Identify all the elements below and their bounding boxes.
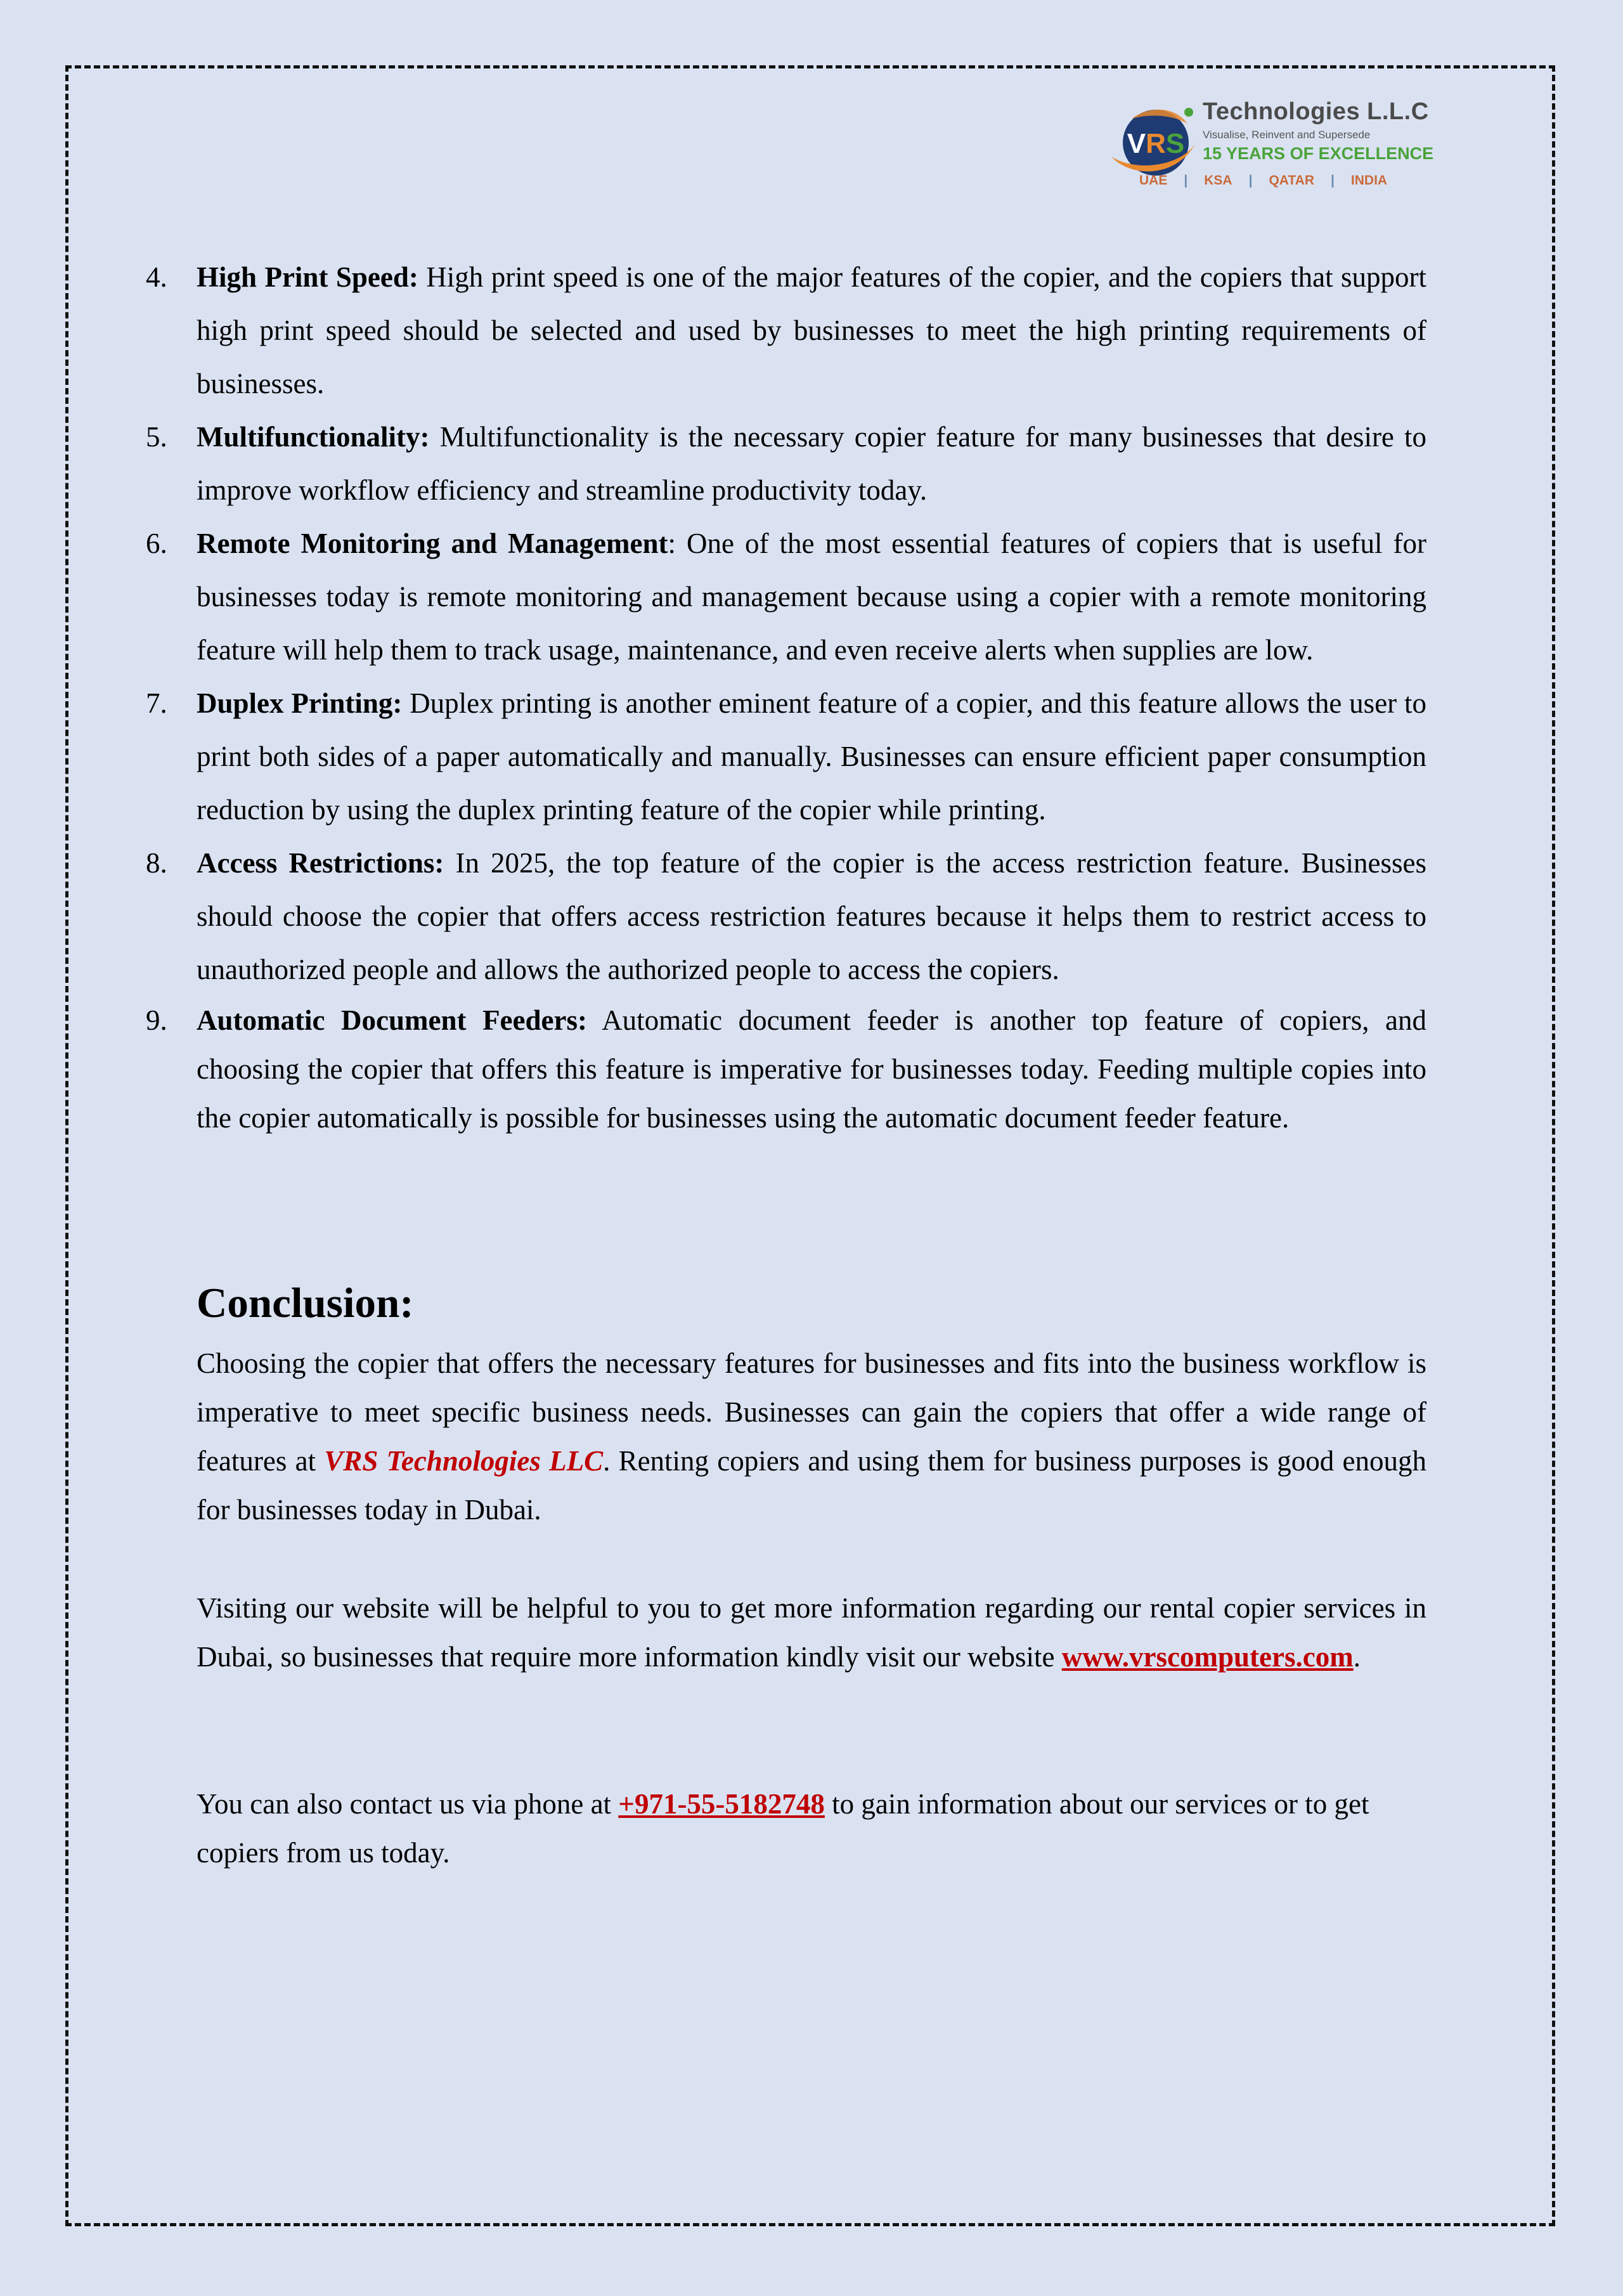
list-item [146, 517, 1426, 677]
feature-title: Duplex Printing: [197, 687, 403, 719]
website-paragraph [197, 1584, 1426, 1682]
company-logo [1106, 98, 1434, 200]
feature-text: Duplex printing is another eminent feature of a copier, and this feature allows the user to print both sides of a paper automatically and manually. Businesses can ensure efficient paper consumption reduction by using the duplex printing feature of the copier while printing. [197, 687, 1426, 826]
paragraph-text: . [1353, 1641, 1361, 1673]
list-number: 4. [146, 261, 167, 293]
feature-text: High print speed is one of the major features of the copier, and the copiers that support high print speed should be selected and used by businesses to meet the high printing requirements of businesses. [197, 261, 1427, 399]
list-item [146, 836, 1426, 996]
list-item [146, 250, 1427, 410]
website-link[interactable]: www.vrscomputers.com [1061, 1641, 1354, 1673]
list-number: 7. [146, 687, 167, 719]
logo-regions [1139, 173, 1387, 188]
conclusion-heading: Conclusion: [197, 1280, 414, 1326]
paragraph-text: Choosing the copier that offers the necessary features for businesses and fits into the business workflow is imperative to meet specific business needs. Businesses can gain the copiers that offer a wide range of features at [197, 1347, 1426, 1477]
paragraph-text: Visiting our website will be helpful to you to get more information regarding our rental copier services in Dubai, so businesses that require more information kindly visit our website [197, 1592, 1426, 1673]
phone-link[interactable]: +971-55-5182748 [618, 1788, 825, 1820]
feature-title: Automatic Document Feeders: [197, 1004, 587, 1036]
region-ksa: KSA [1204, 173, 1232, 188]
region-separator: | [1248, 173, 1253, 188]
conclusion-paragraph [197, 1339, 1426, 1534]
paragraph-text: You can also contact us via phone at [197, 1788, 619, 1820]
list-number: 6. [146, 528, 167, 559]
feature-text: Multifunctionality is the necessary copier feature for many businesses that desire to improve workflow efficiency and streamline productivity today. [197, 421, 1426, 506]
logo-title: Technologies L.L.C [1203, 98, 1429, 125]
paragraph-text: to gain information about our services or to get copiers from us today. [197, 1788, 1369, 1869]
logo-excellence: 15 YEARS OF EXCELLENCE [1203, 144, 1434, 163]
feature-title: Remote Monitoring and Management [197, 528, 668, 559]
emblem-text: VRS [1127, 128, 1185, 159]
region-uae: UAE [1139, 173, 1168, 188]
feature-text: : One of the most essential features of copiers that is useful for businesses today is remote monitoring and management because using a copier with a remote monitoring feature will help them to track usage, maintenance, and even receive alerts when supplies are low. [197, 528, 1426, 666]
list-item [146, 677, 1426, 836]
list-number: 5. [146, 421, 167, 453]
logo-tagline: Visualise, Reinvent and Supersede [1203, 129, 1371, 141]
region-india: INDIA [1350, 173, 1388, 188]
list-item [146, 410, 1426, 517]
feature-title: High Print Speed: [197, 261, 418, 293]
feature-title: Multifunctionality: [197, 421, 430, 453]
list-number: 9. [146, 1004, 167, 1036]
feature-title: Access Restrictions: [197, 847, 444, 879]
brand-name: VRS Technologies LLC [324, 1445, 604, 1477]
region-qatar: QATAR [1269, 173, 1315, 188]
contact-paragraph [197, 1780, 1426, 1878]
feature-list [146, 250, 1427, 1143]
feature-text: Automatic document feeder is another top feature of copiers, and choosing the copier that offers this feature is imperative for businesses today. Feeding multiple copies into the copier automatically is possible for businesses using the automatic document feeder feature. [197, 1004, 1426, 1134]
list-number: 8. [146, 847, 167, 879]
feature-text: In 2025, the top feature of the copier is the access restriction feature. Businesses should choose the copier that offers access restriction features because it helps them to restrict access to unauthorized people and allows the authorized people to access the copiers. [197, 847, 1426, 985]
region-separator: | [1331, 173, 1335, 188]
list-item [146, 996, 1426, 1143]
paragraph-text: . Renting copiers and using them for business purposes is good enough for businesses today in Dubai. [197, 1445, 1426, 1526]
region-separator: | [1184, 173, 1188, 188]
